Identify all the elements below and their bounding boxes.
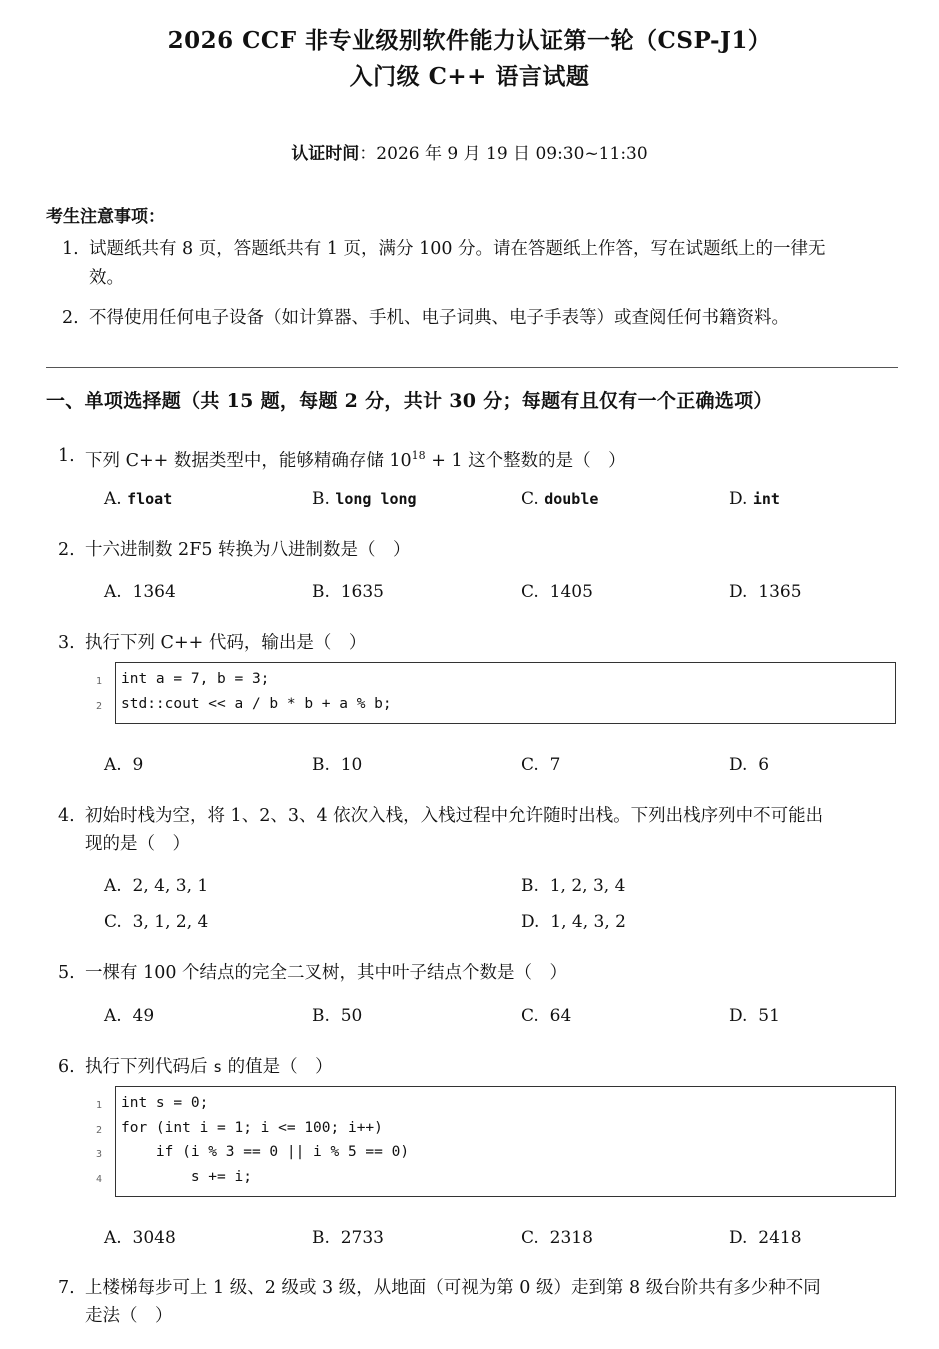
time-value: ：2026 年 9 月 19 日 09:30~11:30 xyxy=(359,144,648,164)
option-a[interactable]: A. 2, 4, 3, 1 xyxy=(104,876,209,896)
exam-time xyxy=(0,139,939,164)
option-a[interactable]: A. 1364 xyxy=(104,582,176,602)
question-number: 4. xyxy=(58,806,75,826)
line-number: 2 xyxy=(96,701,103,712)
question-text: 初始时栈为空，将 1、2、3、4 依次入栈，入栈过程中允许随时出栈。下列出栈序列中不可能出 xyxy=(85,806,824,826)
option-b[interactable]: B. long long xyxy=(312,489,417,509)
option-c[interactable]: C. 3, 1, 2, 4 xyxy=(104,912,209,932)
question-2 xyxy=(58,536,411,564)
option-c[interactable]: C. 7 xyxy=(521,755,561,775)
question-text: 下列 C++ 数据类型中，能够精确存储 $10^{18} + 1$ 这个整数的是（ ） xyxy=(85,449,626,471)
line-number: 3 xyxy=(96,1149,103,1160)
code-line: if (i % 3 == 0 || i % 5 == 0) xyxy=(121,1144,410,1160)
notice-item-text: 不得使用任何电子设备（如计算器、手机、电子词典、电子手表等）或查阅任何书籍资料。 xyxy=(89,308,789,328)
question-3 xyxy=(58,629,367,657)
option-a[interactable]: A. 49 xyxy=(104,1006,155,1026)
question-number: 3. xyxy=(58,633,75,653)
notice-item-number: 2. xyxy=(62,308,79,328)
question-number: 6. xyxy=(58,1057,75,1077)
line-number: 1 xyxy=(96,676,103,687)
question-5 xyxy=(58,959,568,987)
notice-item-1 xyxy=(62,235,826,288)
question-text: 执行下列 C++ 代码，输出是（ ） xyxy=(85,633,367,653)
notice-item-2 xyxy=(62,304,789,333)
option-c[interactable]: C. double xyxy=(521,489,599,509)
notice-item-number: 1. xyxy=(62,239,79,259)
option-a[interactable]: A. 3048 xyxy=(104,1228,176,1248)
option-b[interactable]: B. 1, 2, 3, 4 xyxy=(521,876,626,896)
question-text: 现的是（ ） xyxy=(85,834,190,854)
question-text: 十六进制数 2F5 转换为八进制数是（ ） xyxy=(85,540,411,560)
question-1 xyxy=(58,442,626,471)
question-text: 走法（ ） xyxy=(85,1306,173,1326)
exponent: 18 xyxy=(411,449,426,462)
question-4 xyxy=(58,802,824,854)
code-line: std::cout << a / b * b + a % b; xyxy=(121,696,392,712)
option-c[interactable]: C. 1405 xyxy=(521,582,593,602)
code-line: int s = 0; xyxy=(121,1095,209,1111)
option-d[interactable]: D. int xyxy=(729,489,780,509)
option-c[interactable]: C. 64 xyxy=(521,1006,572,1026)
option-b[interactable]: B. 10 xyxy=(312,755,363,775)
code-line: s += i; xyxy=(121,1169,252,1185)
line-number: 2 xyxy=(96,1125,103,1136)
question-text: 执行下列代码后 s 的值是（ ） xyxy=(85,1057,333,1077)
time-label: 认证时间 xyxy=(291,144,360,164)
option-d[interactable]: D. 51 xyxy=(729,1006,780,1026)
variable-name: s xyxy=(213,1058,223,1076)
question-7 xyxy=(58,1274,821,1326)
notice-heading: 考生注意事项： xyxy=(46,207,165,227)
option-d[interactable]: D. 6 xyxy=(729,755,770,775)
question-number: 2. xyxy=(58,540,75,560)
option-d[interactable]: D. 2418 xyxy=(729,1228,802,1248)
option-d[interactable]: D. 1365 xyxy=(729,582,802,602)
question-number: 5. xyxy=(58,963,75,983)
divider xyxy=(46,367,898,368)
option-a[interactable]: A. float xyxy=(104,489,173,509)
code-line: int a = 7, b = 3; xyxy=(121,671,270,687)
option-d[interactable]: D. 1, 4, 3, 2 xyxy=(521,912,626,932)
option-b[interactable]: B. 1635 xyxy=(312,582,384,602)
section-title: 一、单项选择题（共 15 题，每题 2 分，共计 30 分；每题有且仅有一个正确选项） xyxy=(46,390,773,412)
line-number: 4 xyxy=(96,1174,103,1185)
option-c[interactable]: C. 2318 xyxy=(521,1228,593,1248)
exam-title-line1: 2026 CCF 非专业级别软件能力认证第一轮（CSP-J1） xyxy=(167,27,772,54)
question-number: 7. xyxy=(58,1278,75,1298)
question-text: 上楼梯每步可上 1 级、2 级或 3 级，从地面（可视为第 0 级）走到第 8 级台阶共有多少种不同 xyxy=(85,1278,821,1298)
code-line: for (int i = 1; i <= 100; i++) xyxy=(121,1120,383,1136)
question-6 xyxy=(58,1053,333,1081)
line-number: 1 xyxy=(96,1100,103,1111)
question-text: 一棵有 100 个结点的完全二叉树，其中叶子结点个数是（ ） xyxy=(85,963,568,983)
notice-item-text: 试题纸共有 8 页，答题纸共有 1 页，满分 100 分。请在答题纸上作答，写在试题纸上的一律无 xyxy=(89,239,826,259)
exam-title-line2: 入门级 C++ 语言试题 xyxy=(349,63,590,90)
option-b[interactable]: B. 50 xyxy=(312,1006,363,1026)
option-b[interactable]: B. 2733 xyxy=(312,1228,384,1248)
option-a[interactable]: A. 9 xyxy=(104,755,144,775)
question-number: 1. xyxy=(58,446,75,466)
notice-item-text: 效。 xyxy=(89,268,124,288)
